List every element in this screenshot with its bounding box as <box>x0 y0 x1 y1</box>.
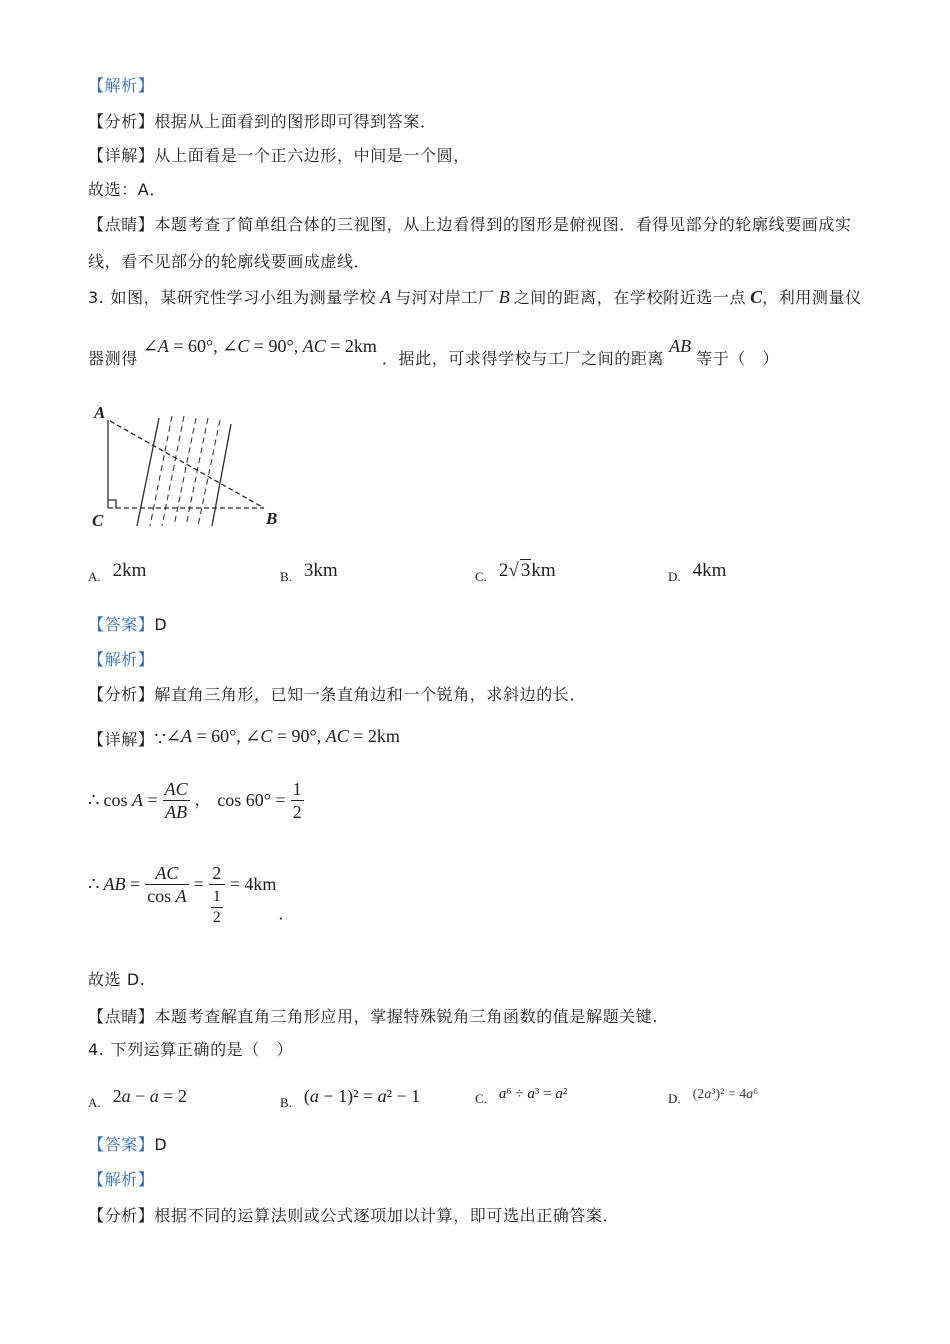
q3-analysis <box>88 685 586 705</box>
q3-option-c <box>475 560 556 582</box>
q3-choice: 故选 D. <box>88 970 146 989</box>
ab-formula: AB <box>669 336 692 356</box>
option-value <box>499 560 556 582</box>
q4-answer <box>88 1135 167 1155</box>
prev-comment-line-2: 线，看不见部分的轮廓线要画成虚线． <box>88 252 371 271</box>
side-ab <box>110 421 264 508</box>
analysis-tag: 【分析】 <box>88 685 155 704</box>
comment-text: 本题考查了简单组合体的三视图，从上边看得到的图形是俯视图．看得见部分的轮廓线要画成实 <box>154 215 852 234</box>
unit: km <box>531 560 556 581</box>
numerator: 1 <box>292 778 302 799</box>
q3-detail <box>88 726 400 750</box>
answer-tag: 【答案】 <box>88 615 155 634</box>
detail-tag: 【详解】 <box>88 146 155 165</box>
numerator: 2 <box>209 862 225 885</box>
q4-option-b <box>280 1086 421 1110</box>
comment-text: 本题考查解直角三角形应用，掌握特殊锐角三角函数的值是解题关键. <box>154 1007 659 1026</box>
answer-value: D <box>154 1135 168 1154</box>
stem-text: ，利用测量仪 <box>762 288 862 307</box>
stem-text: 等于（ ） <box>696 349 780 368</box>
because-symbol: ∵ <box>154 729 166 749</box>
label-b: B <box>266 509 278 528</box>
equals-sign: = <box>193 874 204 894</box>
river-dash <box>174 418 196 526</box>
stem-text: 下列运算正确的是（ ） <box>110 1040 294 1059</box>
fraction-ac-ab <box>163 778 190 823</box>
complex-fraction <box>209 862 225 928</box>
q3-option-b <box>280 560 338 582</box>
stem-text: 之间的距离，在学校附近选一点 <box>513 288 747 307</box>
period: ． <box>278 904 296 923</box>
q4-option-d <box>668 1086 759 1106</box>
option-key: A. <box>88 569 101 584</box>
therefore-symbol: ∴ <box>88 790 100 810</box>
separator: ， <box>194 790 212 809</box>
option-value: (2a³)² = 4a⁶ <box>692 1087 759 1102</box>
analysis-text: 根据从上面看到的图形即可得到答案． <box>154 112 437 131</box>
q4-option-c <box>475 1086 568 1106</box>
river-bank-right <box>212 424 231 526</box>
denominator <box>209 885 225 928</box>
radicand: 3 <box>520 560 531 581</box>
numerator: AC <box>164 778 188 799</box>
label-a: A <box>94 403 106 422</box>
prev-jiexi-heading: 【解析】 <box>88 76 155 95</box>
answer-value: D <box>154 615 168 634</box>
analysis-tag: 【分析】 <box>88 1206 155 1225</box>
step-result: = 4km <box>229 874 277 894</box>
q4-number: 4. <box>88 1040 105 1059</box>
therefore-symbol: ∴ <box>88 874 100 894</box>
var-a: A <box>380 287 392 307</box>
q3-figure <box>88 398 298 533</box>
radical-sign: √ <box>508 560 519 581</box>
denominator: 2 <box>212 909 221 926</box>
numerator: 1 <box>211 887 223 908</box>
option-key: A. <box>88 1095 101 1110</box>
q4-stem <box>88 1040 293 1060</box>
option-value: (a − 1)² = a² − 1 <box>303 1086 421 1106</box>
denominator: cos A <box>147 885 187 906</box>
step-lhs-2: cos 60° = <box>217 790 286 810</box>
q3-number: 3. <box>88 288 105 307</box>
q3-step-cos <box>88 778 309 822</box>
q3-answer <box>88 615 167 635</box>
river-dash <box>162 416 184 526</box>
given-formula: ∠A = 60°, ∠C = 90°, AC = 2km <box>142 336 377 356</box>
option-key: B. <box>280 569 292 584</box>
river-dash <box>150 416 172 526</box>
analysis-tag: 【分析】 <box>88 112 155 131</box>
option-key: D. <box>668 569 681 584</box>
q3-jiexi-heading: 【解析】 <box>88 650 155 669</box>
comment-tag: 【点睛】 <box>88 215 155 234</box>
stem-text: ．据此，可求得学校与工厂之间的距离 <box>381 349 665 368</box>
numerator: AC <box>145 862 189 885</box>
option-key: C. <box>475 569 487 584</box>
var-b: B <box>498 287 510 307</box>
option-value: 2a − a = 2 <box>112 1086 187 1106</box>
q3-option-a <box>88 560 146 582</box>
option-value: 2km <box>112 560 147 581</box>
analysis-text: 解直角三角形，已知一条直角边和一个锐角，求斜边的长． <box>154 685 587 704</box>
q3-stem-line-1 <box>88 287 862 308</box>
stem-text: 与河对岸工厂 <box>395 288 495 307</box>
q4-option-a <box>88 1086 187 1110</box>
step-lhs: cos A = <box>103 790 158 810</box>
answer-tag: 【答案】 <box>88 1135 155 1154</box>
q4-jiexi-heading: 【解析】 <box>88 1170 155 1189</box>
right-angle-mark <box>108 500 116 508</box>
coef: 2 <box>498 560 509 581</box>
comment-tag: 【点睛】 <box>88 1007 155 1026</box>
option-key: C. <box>475 1091 487 1106</box>
label-c: C <box>92 511 104 530</box>
denominator: AB <box>165 801 188 822</box>
option-key: D. <box>668 1091 681 1106</box>
detail-text: 从上面看是一个正六边形，中间是一个圆， <box>154 146 470 165</box>
stem-text: 器测得 <box>88 349 138 368</box>
q3-step-ab <box>88 844 295 924</box>
q3-comment <box>88 1007 658 1027</box>
analysis-text: 根据不同的运算法则或公式逐项加以计算，即可选出正确答案． <box>154 1206 620 1225</box>
inner-fraction <box>211 887 223 928</box>
option-value: 3km <box>303 560 338 581</box>
option-key: B. <box>280 1095 292 1110</box>
denominator: 2 <box>292 801 302 822</box>
prev-analysis <box>88 112 437 132</box>
detail-given: ∠A = 60°, ∠C = 90°, AC = 2km <box>165 726 400 746</box>
fraction-ac-cosa <box>145 862 189 907</box>
q4-analysis <box>88 1206 619 1226</box>
prev-detail <box>88 146 470 166</box>
prev-comment-line-1 <box>88 215 852 235</box>
q3-stem-line-2 <box>88 336 780 369</box>
river-dash <box>186 418 208 526</box>
step-lhs: AB = <box>103 874 141 894</box>
var-c: C <box>750 287 763 307</box>
fraction-one-half <box>291 778 304 823</box>
option-value: a⁶ ÷ a³ = a² <box>498 1086 568 1102</box>
q3-option-d <box>668 560 726 582</box>
detail-tag: 【详解】 <box>88 730 155 749</box>
prev-choice: 故选：A． <box>88 180 166 199</box>
river-bank-left <box>137 418 159 526</box>
option-value: 4km <box>692 560 727 581</box>
stem-text: 如图，某研究性学习小组为测量学校 <box>110 288 377 307</box>
